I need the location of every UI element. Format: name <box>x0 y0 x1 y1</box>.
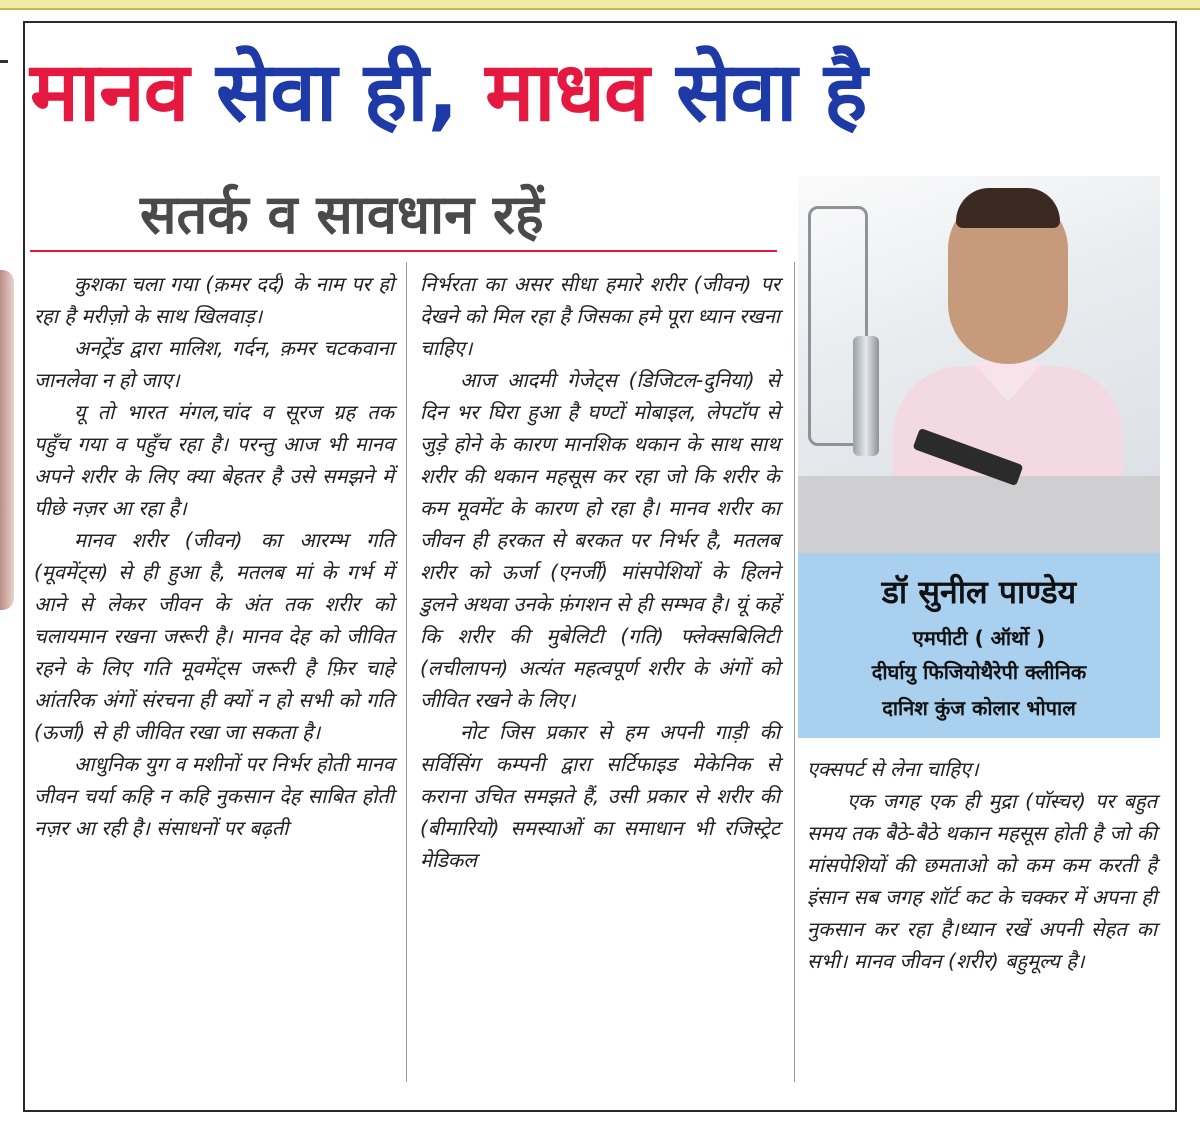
subheadline-rule <box>30 250 777 252</box>
paragraph: अनट्रेंड द्वारा मालिश, गर्दन, क़मर चटकवाना जानलेवा न हो जाए। <box>34 336 394 392</box>
left-edge-mark <box>0 60 8 63</box>
paragraph: एक जगह एक ही मुद्रा (पॉस्चर) पर बहुत समय तक बैठे-बैठे थकान महसूस होती है जो की मांसपेशियों की छमताओ को कम कम करती है इंसान सब जगह शॉर्ट कट के चक्कर में अपना ही नुकसान कर रहा है।ध्यान रखें अपनी सेहत का सभी। मानव जीवन (शरीर) बहुमूल्य है। <box>807 789 1157 973</box>
photo-person-hair <box>956 188 1060 228</box>
author-degree: एमपीटी ( ऑर्थो ) <box>912 626 1046 650</box>
article-column-3 <box>807 753 1157 977</box>
headline-part-4: सेवा है <box>676 45 867 140</box>
left-edge-image-fragment <box>0 270 14 610</box>
subheadline: सतर्क व सावधान रहें <box>140 183 544 246</box>
paragraph: कुशका चला गया (क़मर दर्द) के नाम पर हो रहा है मरीज़ो के साथ खिलवाड़। <box>34 272 394 328</box>
photo-desk <box>798 476 1160 553</box>
paragraph: यू तो भारत मंगल,चांद व सूरज ग्रह तक पहुँच गया व पहुँच रहा है। परन्तु आज भी मानव अपने शरीर के लिए क्या बेहतर है उसे समझने में पीछे नज़र आ रहा है। <box>34 400 394 520</box>
paragraph: निर्भरता का असर सीधा हमारे शरीर (जीवन) पर देखने को मिल रहा है जिसका हमे पूरा ध्यान रखना चाहिए। <box>420 272 780 360</box>
paragraph: आज आदमी गेजेट्स (डिजिटल-दुनिया) से दिन भर घिरा हुआ है घण्टों मोबाइल, लेपटॉप से जुड़े होने के कारण मानशिक थकान के साथ साथ शरीर की थकान महसूस कर रहा जो कि शरीर के कम मूवमेंट के कारण हो रहा है। मानव शरीर का जीवन ही हरकत से बरकत पर निर्भर है, मतलब शरीर को ऊर्जा (एनर्जी) मांसपेशियों के हिलने डुलने अथवा उनके फ़ंगशन से ही सम्भव है। यूं कहें कि शरीर की मुबेलिटी (गति) फ्लेक्सबिलिटी (लचीलापन) अत्यंत महत्वपूर्ण शरीर के अंगों को जीवित रखने के लिए। <box>420 368 780 712</box>
author-name: डॉ सुनील पाण्डेय <box>881 573 1077 611</box>
headline-part-3: माधव <box>485 45 649 140</box>
paragraph: एक्सपर्ट से लेना चाहिए। <box>807 757 979 781</box>
author-caption <box>798 553 1160 738</box>
photo-bottle <box>853 336 879 456</box>
article-column-1 <box>34 268 394 844</box>
column-divider <box>794 262 795 1082</box>
headline-part-2: सेवा ही, <box>215 45 458 140</box>
paragraph: मानव शरीर (जीवन) का आरम्भ गति (मूवमेंट्स) से ही हुआ है, मतलब मां के गर्भ में आने से लेकर जीवन के अंत तक शरीर को चलायमान रखना जरूरी है। मानव देह को जीवित रहने के लिए गति मूवमेंट्स जरूरी है फ़िर चाहे आंतरिक अंगों संरचना ही क्यों न हो सभी को गति (ऊर्जा) से ही जीवित रखा जा सकता है। <box>34 528 394 744</box>
headline-part-1: मानव <box>30 45 189 140</box>
author-photo <box>798 176 1160 553</box>
author-address: दानिश कुंज कोलार भोपाल <box>882 696 1076 720</box>
column-divider <box>406 262 407 1082</box>
paragraph: आधुनिक युग व मशीनों पर निर्भर होती मानव जीवन चर्या कहि न कहि नुकसान देह साबित होती नज़र आ रही है। संसाधनों पर बढ़ती <box>34 752 394 840</box>
article-column-2 <box>420 268 780 876</box>
top-border-line <box>0 8 1200 10</box>
author-clinic: दीर्घायु फिजियोथैरेपी क्लीनिक <box>871 660 1087 684</box>
paragraph: नोट जिस प्रकार से हम अपनी गाड़ी की सर्विसिंग कम्पनी द्वारा सर्टिफाइड मेकेनिक से कराना उचित समझते हैं, उसी प्रकार से शरीर की (बीमारियो) समस्याओं का समाधान भी रजिस्ट्रेट मेडिकल <box>420 720 780 872</box>
top-border-band <box>0 0 1200 8</box>
headline <box>30 38 1170 148</box>
